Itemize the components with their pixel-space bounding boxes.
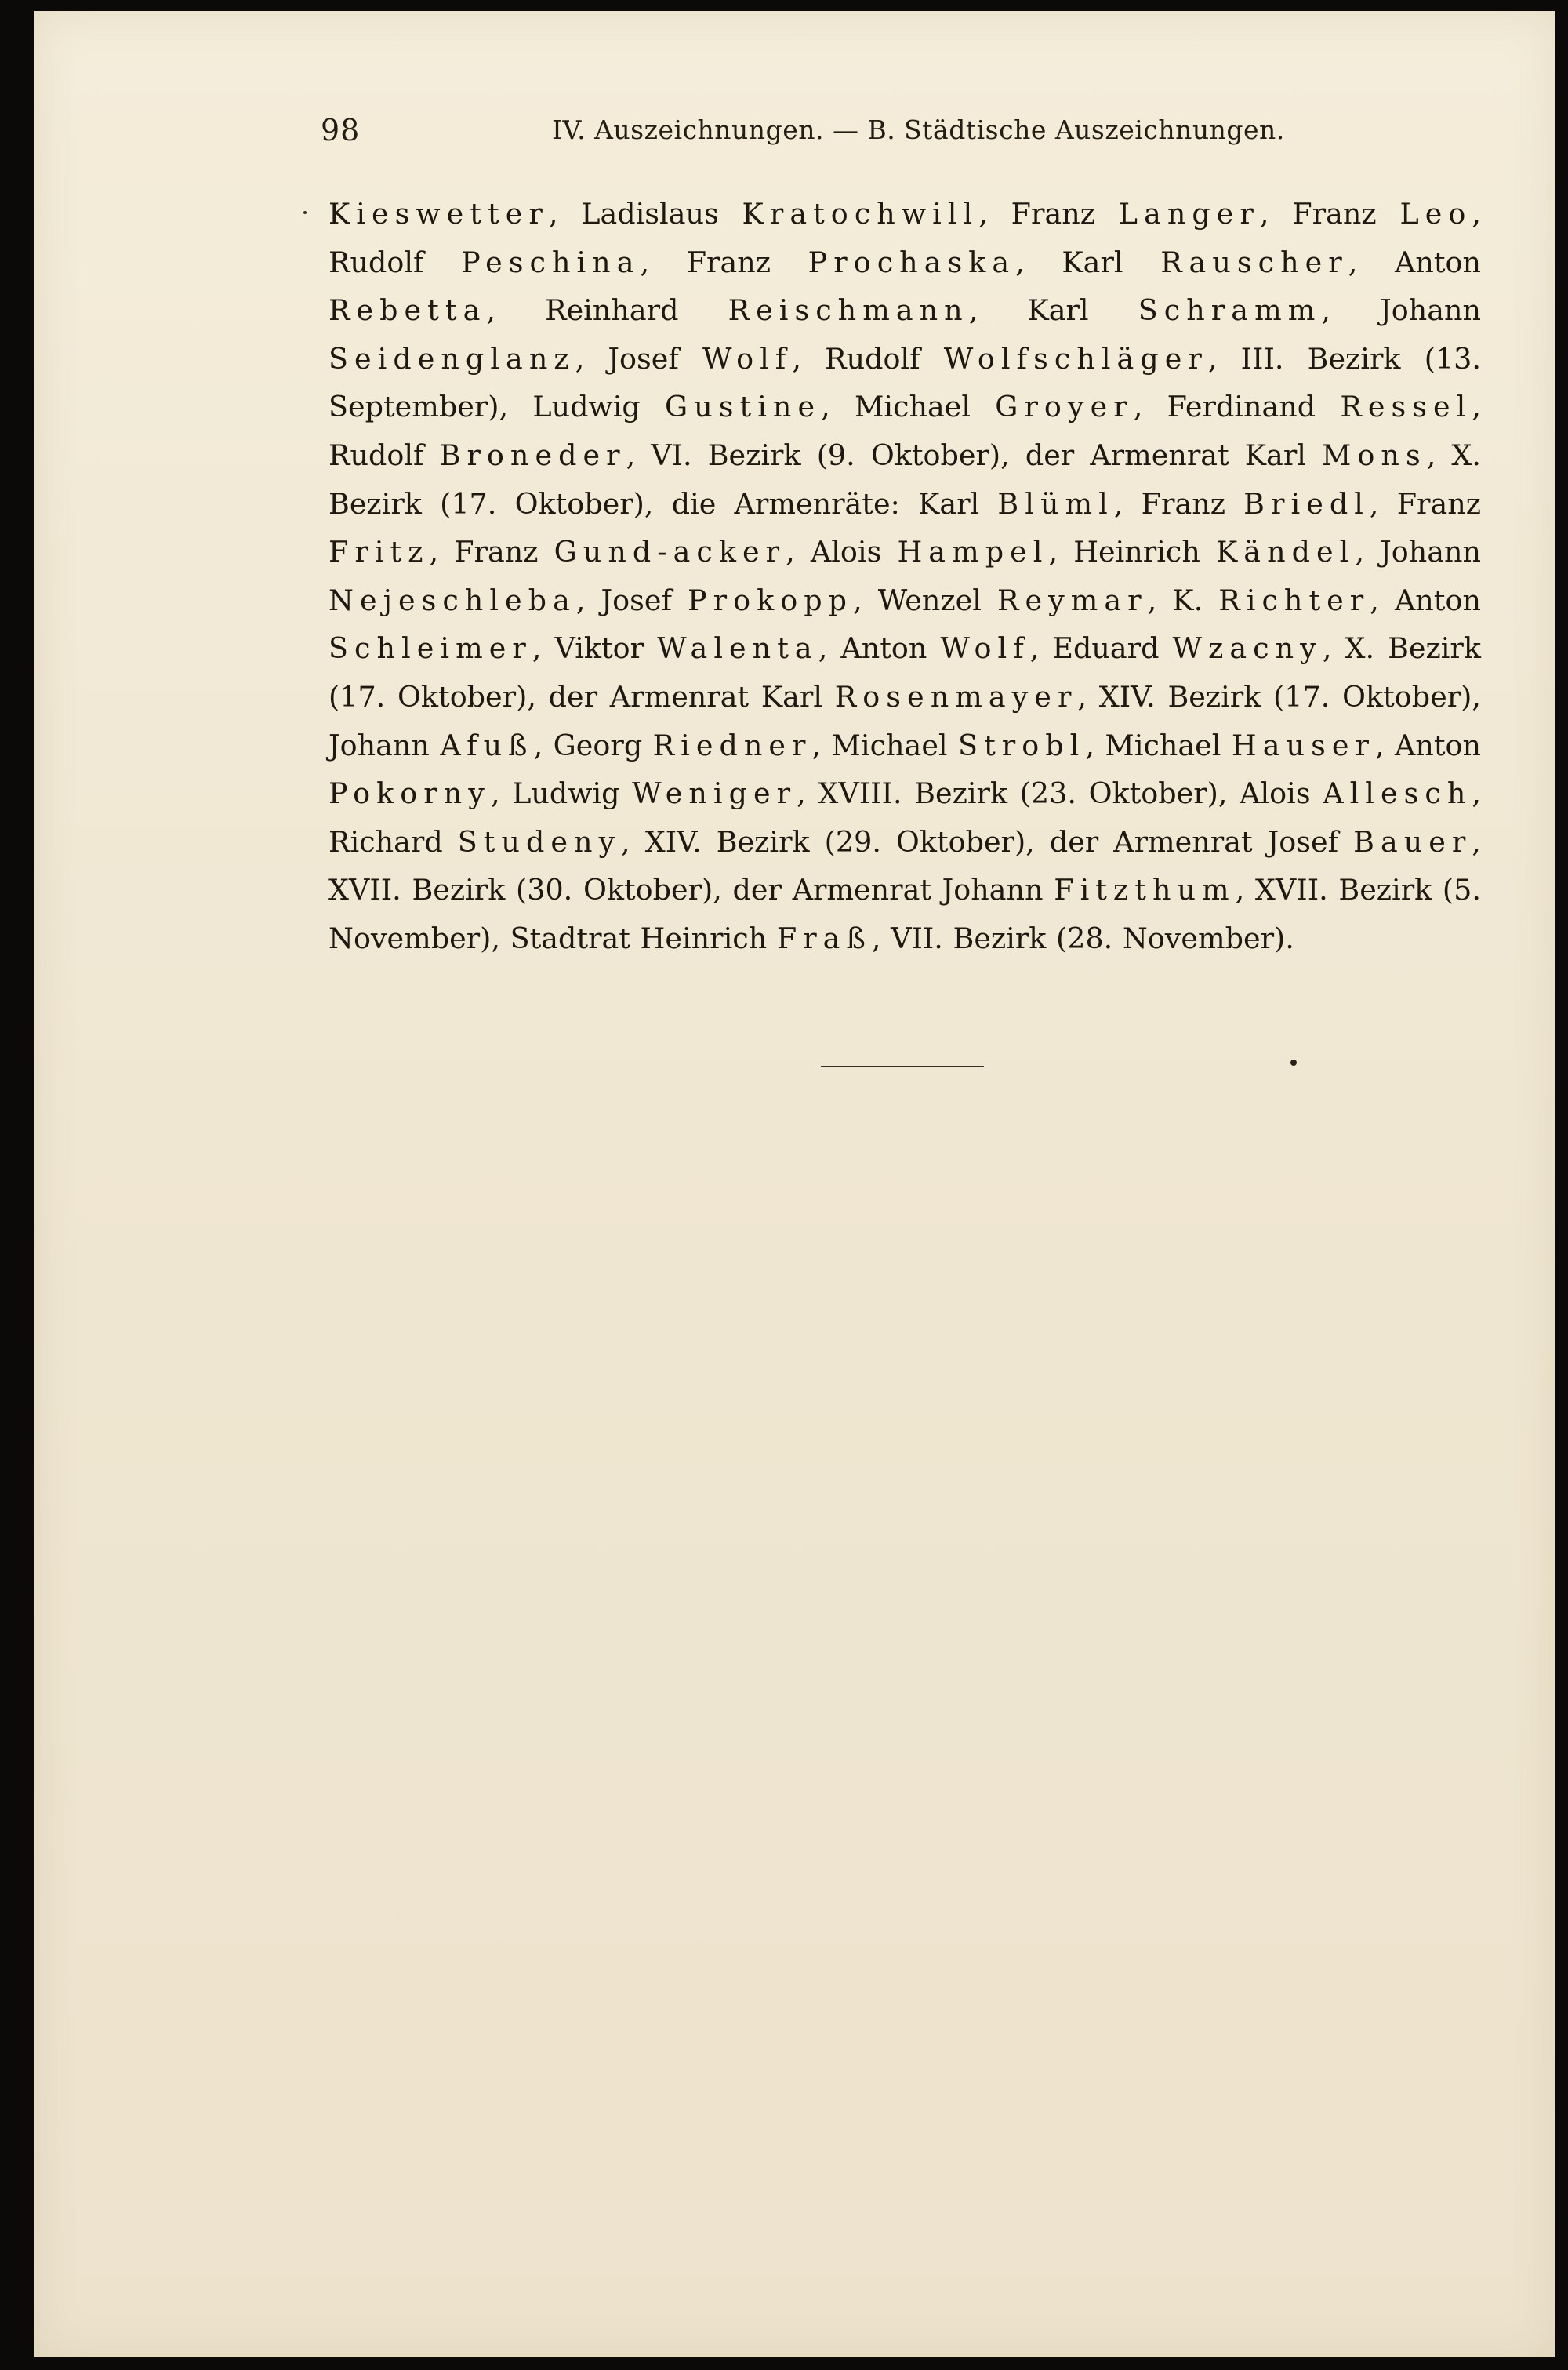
text-run: , XVII. Bezirk (30. Oktober), der Armenrat Johann [328,824,1481,907]
text-run: , X. Bezirk (17. Oktober), der Armenrat Karl [328,631,1481,714]
text-run: , XVIII. Bezirk (23. Oktober), Alois [797,776,1323,811]
person-surname: Richter [1218,583,1370,617]
document-page [34,11,1555,2357]
person-surname: Blüml [997,486,1114,521]
text-run: , Josef [575,341,702,376]
text-run: , Anton [1348,245,1481,279]
text-run: , Franz [978,197,1119,231]
person-surname: Groyer [995,390,1134,424]
person-surname: Langer [1118,197,1260,231]
text-run: , Karl [1015,245,1161,279]
person-surname: Gustine [665,390,822,424]
person-surname: Weniger [632,776,797,811]
person-surname: Leo [1399,197,1472,231]
text-run: , Franz [1259,197,1400,231]
person-surname: Wolf [702,341,793,376]
text-run: , Ladislaus [548,197,742,231]
person-surname: Kändel [1216,535,1356,569]
person-surname: Riedner [652,728,812,762]
text-run: , VII. Bezirk (28. November). [871,921,1294,955]
text-run: , Richard [328,776,1481,859]
text-run: , K. [1147,583,1219,617]
person-surname: Strobl [958,728,1086,762]
person-surname: Seidenglanz [328,341,575,376]
person-surname: Fraß [776,921,872,955]
text-run: , XIV. Bezirk (29. Oktober), der Armenrat Josef [621,824,1354,859]
person-surname: Walenta [657,631,818,666]
person-surname: Pokorny [328,776,491,811]
body-paragraph [328,190,1481,963]
person-surname: Wzacny [1172,631,1323,666]
text-run: , Johann [1355,535,1481,569]
person-surname: Schleimer [328,631,532,666]
person-surname: Wolfschläger [943,341,1208,376]
person-surname: Afuß [440,728,534,762]
person-surname: Briedl [1243,486,1370,521]
print-speck [1290,1060,1297,1066]
text-run: , Franz [1369,486,1481,521]
text-run: , VI. Bezirk (9. Oktober), der Armenrat Karl [626,438,1323,472]
person-surname: Kieswetter [328,197,549,231]
text-run: , Anton [1370,583,1481,617]
person-surname: Ressel [1340,390,1472,424]
person-surname: Schramm [1138,293,1322,328]
text-run: , Ludwig [490,776,633,811]
text-run: , III. Bezirk (13. September), Ludwig [328,341,1481,424]
text-run: , Georg [533,728,653,762]
page-header [321,113,1544,168]
text-run: , XVII. Bezirk (5. November), Stadtrat Heinrich [328,873,1481,955]
page-number: 98 [321,113,361,147]
person-surname: Bauer [1353,824,1472,859]
person-surname: Rosenmayer [834,679,1078,714]
person-surname: Kratochwill [742,197,979,231]
text-run: , XIV. Bezirk (17. Oktober), Johann [328,679,1481,762]
text-run: , Michael [821,390,996,424]
text-run: , Anton [1374,728,1481,762]
text-run: , Viktor [532,631,658,666]
text-run: , Rudolf [328,197,1481,279]
text-run: , Alois [786,535,898,569]
text-run: , Heinrich [1048,535,1216,569]
text-run: , Josef [575,583,688,617]
text-run: , Karl [968,293,1138,328]
text-run: , X. Bezirk (17. Oktober), die Armenräte: Karl [328,438,1481,521]
text-run: , Rudolf [328,390,1481,472]
running-head: IV. Auszeichnungen. — B. Städtische Auszeichnungen. [552,115,1285,145]
text-run: , Ferdinand [1133,390,1341,424]
person-surname: Studeny [457,824,622,859]
text-run: , Michael [1085,728,1232,762]
person-surname: Hampel [897,535,1049,569]
person-surname: Prochaska [808,245,1016,279]
person-surname: Peschina [461,245,641,279]
person-surname: Rauscher [1160,245,1348,279]
text-run: , Franz [429,535,554,569]
text-run: , Michael [811,728,959,762]
person-surname: Mons [1322,438,1427,472]
text-run: , Johann [1321,293,1481,328]
section-divider-rule [821,1066,984,1067]
text-run: , Eduard [1029,631,1173,666]
person-surname: Rebetta [328,293,487,328]
person-surname: Allesch [1323,776,1472,811]
person-surname: Broneder [439,438,626,472]
text-run: , Wenzel [853,583,997,617]
person-surname: Prokopp [688,583,854,617]
person-surname: Hauser [1231,728,1375,762]
text-run: , Franz [1113,486,1244,521]
text-run: , Anton [818,631,941,666]
print-speck [303,211,307,214]
person-surname: Nejeschleba [328,583,576,617]
person-surname: Gund-acker [554,535,786,569]
person-surname: Fitzthum [1054,873,1236,907]
text-run: , Reinhard [486,293,728,328]
person-surname: Reymar [996,583,1148,617]
person-surname: Wolf [940,631,1030,666]
person-surname: Fritz [328,535,430,569]
text-run: , Franz [640,245,808,279]
person-surname: Reischmann [728,293,969,328]
text-run: , Rudolf [792,341,944,376]
